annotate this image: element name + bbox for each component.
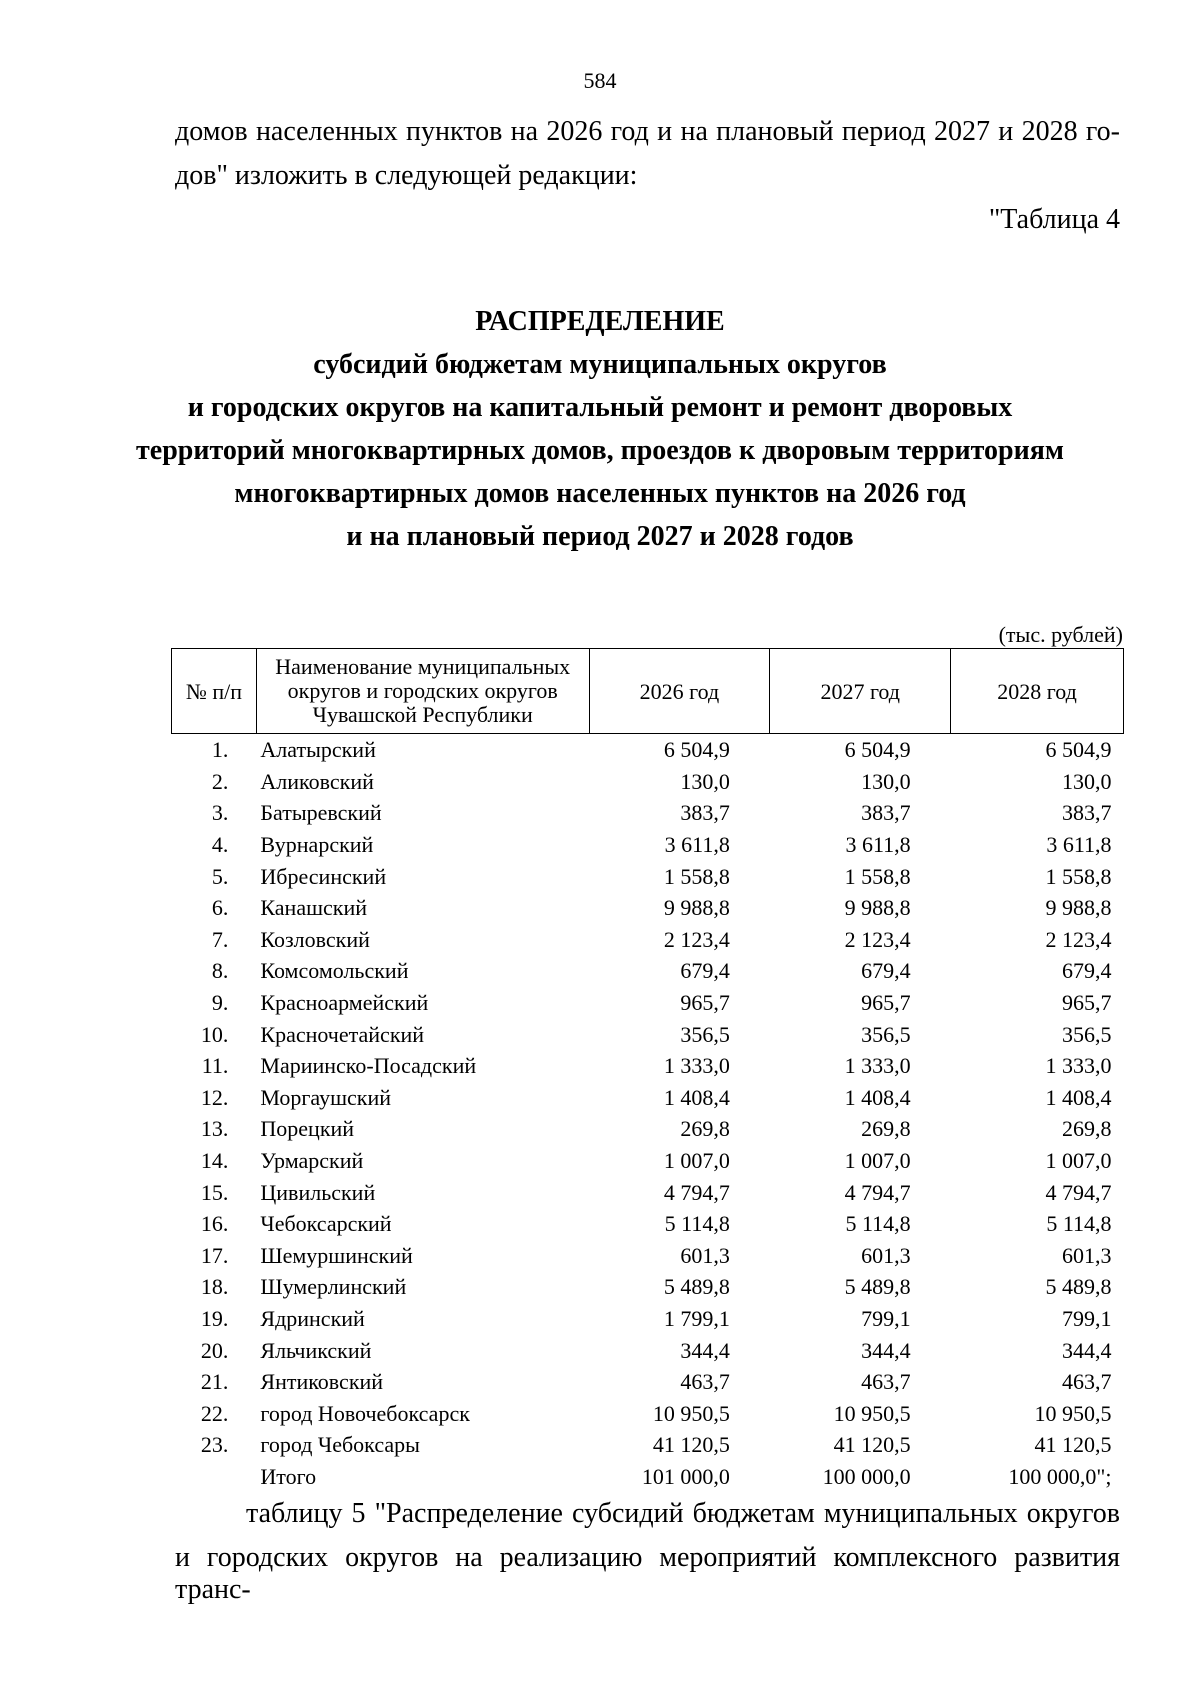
row-value-2028: 1 333,0 bbox=[1045, 1053, 1112, 1079]
header-2028: 2028 год bbox=[951, 649, 1124, 734]
row-value-2026: 41 120,5 bbox=[652, 1432, 730, 1458]
outro-line-2: и городских округов на реализацию мероприятий комплексного развития транс- bbox=[175, 1542, 1120, 1605]
row-value-2027: 5 489,8 bbox=[844, 1274, 911, 1300]
table-row bbox=[172, 1366, 1124, 1398]
row-number: 21. bbox=[200, 1369, 229, 1395]
table-row bbox=[172, 1050, 1124, 1082]
row-value-2026: 9 988,8 bbox=[663, 895, 730, 921]
row-value-2026: 5 114,8 bbox=[664, 1211, 730, 1237]
row-name: Красноармейский bbox=[260, 990, 429, 1016]
row-number: 11. bbox=[201, 1053, 229, 1079]
row-value-2028: 100 000,0"; bbox=[1008, 1463, 1112, 1489]
row-name: Порецкий bbox=[260, 1116, 355, 1142]
table-row bbox=[172, 860, 1124, 892]
row-name: Батыревский bbox=[260, 800, 382, 826]
header-name: Наименование муниципальных округов и городских округов Чувашской Республики bbox=[256, 649, 589, 734]
row-number: 15. bbox=[200, 1179, 229, 1205]
row-value-2027: 965,7 bbox=[861, 990, 911, 1016]
header-number: № п/п bbox=[172, 649, 257, 734]
row-name: Ядринский bbox=[260, 1305, 365, 1331]
row-value-2027: 130,0 bbox=[861, 768, 911, 794]
row-value-2027: 269,8 bbox=[861, 1116, 911, 1142]
row-value-2028: 10 950,5 bbox=[1034, 1400, 1112, 1426]
row-number: 16. bbox=[200, 1211, 229, 1237]
row-number: 14. bbox=[200, 1148, 229, 1174]
row-name: Яльчикский bbox=[260, 1337, 372, 1363]
row-value-2028: 1 558,8 bbox=[1045, 863, 1112, 889]
row-value-2026: 1 408,4 bbox=[663, 1084, 730, 1110]
row-value-2028: 5 114,8 bbox=[1046, 1211, 1112, 1237]
row-value-2028: 2 123,4 bbox=[1045, 926, 1112, 952]
table-total-row bbox=[172, 1461, 1124, 1493]
row-value-2028: 4 794,7 bbox=[1045, 1179, 1112, 1205]
row-value-2028: 1 408,4 bbox=[1045, 1084, 1112, 1110]
header-2027: 2027 год bbox=[770, 649, 951, 734]
row-number: 8. bbox=[211, 958, 229, 984]
title-line-4: многоквартирных домов населенных пунктов на 2026 год bbox=[234, 478, 966, 509]
row-value-2027: 1 007,0 bbox=[844, 1148, 911, 1174]
table-row bbox=[172, 1018, 1124, 1050]
row-value-2026: 463,7 bbox=[680, 1369, 730, 1395]
row-name: Козловский bbox=[260, 926, 370, 952]
row-number: 9. bbox=[211, 990, 229, 1016]
table-row bbox=[172, 1397, 1124, 1429]
row-name: Моргаушский bbox=[260, 1084, 392, 1110]
table-row bbox=[172, 1208, 1124, 1240]
row-number: 20. bbox=[200, 1337, 229, 1363]
row-value-2027: 5 114,8 bbox=[845, 1211, 911, 1237]
table-row bbox=[172, 1240, 1124, 1272]
table-row bbox=[172, 924, 1124, 956]
subsidy-table bbox=[171, 648, 1124, 1492]
row-number: 4. bbox=[211, 832, 229, 858]
row-value-2026: 6 504,9 bbox=[663, 737, 730, 763]
table-header-row bbox=[172, 649, 1124, 734]
row-number: 13. bbox=[200, 1116, 229, 1142]
header-2026: 2026 год bbox=[589, 649, 770, 734]
row-number: 10. bbox=[200, 1021, 229, 1047]
table-row bbox=[172, 1271, 1124, 1303]
row-name: Цивильский bbox=[260, 1179, 376, 1205]
row-name: Алатырский bbox=[260, 737, 376, 763]
table-row bbox=[172, 1429, 1124, 1461]
row-value-2027: 4 794,7 bbox=[844, 1179, 911, 1205]
row-value-2026: 679,4 bbox=[680, 958, 730, 984]
row-name: Аликовский bbox=[260, 768, 374, 794]
table-row bbox=[172, 766, 1124, 798]
table-title bbox=[100, 300, 1100, 558]
row-number: 7. bbox=[211, 926, 229, 952]
table-row bbox=[172, 987, 1124, 1019]
table-row bbox=[172, 734, 1124, 766]
row-number: 1. bbox=[211, 737, 229, 763]
row-value-2026: 3 611,8 bbox=[664, 832, 730, 858]
title-line-2: и городских округов на капитальный ремонт и ремонт дворовых bbox=[187, 392, 1013, 423]
row-number: 2. bbox=[211, 768, 229, 794]
row-value-2027: 356,5 bbox=[861, 1021, 911, 1047]
row-name: Канашский bbox=[260, 895, 368, 921]
intro-line-2: дов" изложить в следующей редакции: bbox=[175, 160, 638, 191]
row-value-2028: 9 988,8 bbox=[1045, 895, 1112, 921]
table-row bbox=[172, 797, 1124, 829]
page-number: 584 bbox=[583, 68, 617, 93]
row-value-2028: 356,5 bbox=[1062, 1021, 1112, 1047]
row-value-2028: 269,8 bbox=[1062, 1116, 1112, 1142]
units-note: (тыс. рублей) bbox=[998, 622, 1123, 647]
row-number: 19. bbox=[200, 1305, 229, 1331]
row-value-2027: 679,4 bbox=[861, 958, 911, 984]
row-name: Урмарский bbox=[260, 1148, 364, 1174]
row-value-2028: 130,0 bbox=[1062, 768, 1112, 794]
row-value-2028: 41 120,5 bbox=[1034, 1432, 1112, 1458]
row-value-2027: 1 408,4 bbox=[844, 1084, 911, 1110]
row-value-2028: 965,7 bbox=[1062, 990, 1112, 1016]
table-row bbox=[172, 1176, 1124, 1208]
row-value-2026: 130,0 bbox=[680, 768, 730, 794]
row-value-2027: 799,1 bbox=[861, 1305, 911, 1331]
row-value-2028: 5 489,8 bbox=[1045, 1274, 1112, 1300]
row-value-2026: 2 123,4 bbox=[663, 926, 730, 952]
row-value-2026: 965,7 bbox=[680, 990, 730, 1016]
row-value-2027: 383,7 bbox=[861, 800, 911, 826]
row-value-2027: 10 950,5 bbox=[833, 1400, 911, 1426]
row-name: Шумерлинский bbox=[260, 1274, 407, 1300]
row-name: Мариинско-Посадский bbox=[260, 1053, 477, 1079]
row-number: 5. bbox=[211, 863, 229, 889]
row-value-2026: 1 333,0 bbox=[663, 1053, 730, 1079]
row-value-2026: 101 000,0 bbox=[641, 1463, 730, 1489]
table-row bbox=[172, 1113, 1124, 1145]
row-number: 6. bbox=[211, 895, 229, 921]
table-row bbox=[172, 1082, 1124, 1114]
row-value-2027: 344,4 bbox=[861, 1337, 911, 1363]
row-value-2027: 463,7 bbox=[861, 1369, 911, 1395]
row-value-2028: 799,1 bbox=[1062, 1305, 1112, 1331]
row-value-2027: 1 558,8 bbox=[844, 863, 911, 889]
row-value-2028: 383,7 bbox=[1062, 800, 1112, 826]
row-value-2026: 601,3 bbox=[680, 1242, 730, 1268]
table-label: "Таблица 4 bbox=[988, 204, 1120, 235]
table-row bbox=[172, 1145, 1124, 1177]
table-body bbox=[172, 734, 1124, 1493]
row-name: Итого bbox=[260, 1463, 317, 1489]
table-row bbox=[172, 892, 1124, 924]
row-name: Чебоксарский bbox=[260, 1211, 392, 1237]
row-value-2026: 1 558,8 bbox=[663, 863, 730, 889]
table-row bbox=[172, 1303, 1124, 1335]
title-heading: РАСПРЕДЕЛЕНИЕ bbox=[475, 306, 725, 337]
row-name: город Новочебоксарск bbox=[260, 1400, 470, 1426]
row-value-2026: 5 489,8 bbox=[663, 1274, 730, 1300]
table-row bbox=[172, 955, 1124, 987]
row-number: 23. bbox=[200, 1432, 229, 1458]
row-value-2026: 344,4 bbox=[680, 1337, 730, 1363]
row-value-2027: 601,3 bbox=[861, 1242, 911, 1268]
row-value-2027: 3 611,8 bbox=[845, 832, 911, 858]
title-line-1: субсидий бюджетам муниципальных округов bbox=[313, 349, 887, 380]
row-value-2026: 4 794,7 bbox=[663, 1179, 730, 1205]
row-name: Янтиковский bbox=[260, 1369, 384, 1395]
table-row bbox=[172, 829, 1124, 861]
row-value-2027: 2 123,4 bbox=[844, 926, 911, 952]
row-value-2027: 9 988,8 bbox=[844, 895, 911, 921]
row-number: 22. bbox=[200, 1400, 229, 1426]
row-value-2028: 6 504,9 bbox=[1045, 737, 1112, 763]
row-value-2026: 383,7 bbox=[680, 800, 730, 826]
row-value-2027: 6 504,9 bbox=[844, 737, 911, 763]
row-value-2026: 356,5 bbox=[680, 1021, 730, 1047]
title-line-3: территорий многоквартирных домов, проездов к дворовым территориям bbox=[136, 435, 1064, 466]
row-number: 3. bbox=[211, 800, 229, 826]
row-value-2027: 1 333,0 bbox=[844, 1053, 911, 1079]
row-value-2028: 344,4 bbox=[1062, 1337, 1112, 1363]
row-number: 17. bbox=[200, 1242, 229, 1268]
row-value-2028: 679,4 bbox=[1062, 958, 1112, 984]
row-name: Красночетайский bbox=[260, 1021, 425, 1047]
row-name: Вурнарский bbox=[260, 832, 374, 858]
row-value-2028: 1 007,0 bbox=[1045, 1148, 1112, 1174]
row-number: 12. bbox=[200, 1084, 229, 1110]
outro-line-1: таблицу 5 "Распределение субсидий бюджетам муниципальных округов bbox=[246, 1498, 1120, 1529]
row-value-2027: 41 120,5 bbox=[833, 1432, 911, 1458]
row-value-2026: 10 950,5 bbox=[652, 1400, 730, 1426]
row-value-2028: 601,3 bbox=[1062, 1242, 1112, 1268]
row-name: город Чебоксары bbox=[260, 1432, 420, 1458]
row-name: Комсомольский bbox=[260, 958, 409, 984]
row-value-2027: 100 000,0 bbox=[822, 1463, 911, 1489]
table-row bbox=[172, 1334, 1124, 1366]
row-number: 18. bbox=[200, 1274, 229, 1300]
row-value-2028: 3 611,8 bbox=[1046, 832, 1112, 858]
intro-line-1: домов населенных пунктов на 2026 год и на плановый период 2027 и 2028 го- bbox=[175, 116, 1120, 147]
row-value-2026: 269,8 bbox=[680, 1116, 730, 1142]
row-value-2026: 1 007,0 bbox=[663, 1148, 730, 1174]
row-value-2026: 1 799,1 bbox=[663, 1305, 730, 1331]
row-value-2028: 463,7 bbox=[1062, 1369, 1112, 1395]
row-name: Шемуршинский bbox=[260, 1242, 413, 1268]
row-name: Ибресинский bbox=[260, 863, 387, 889]
title-line-5: и на плановый период 2027 и 2028 годов bbox=[346, 521, 854, 552]
row-number bbox=[172, 1461, 257, 1493]
